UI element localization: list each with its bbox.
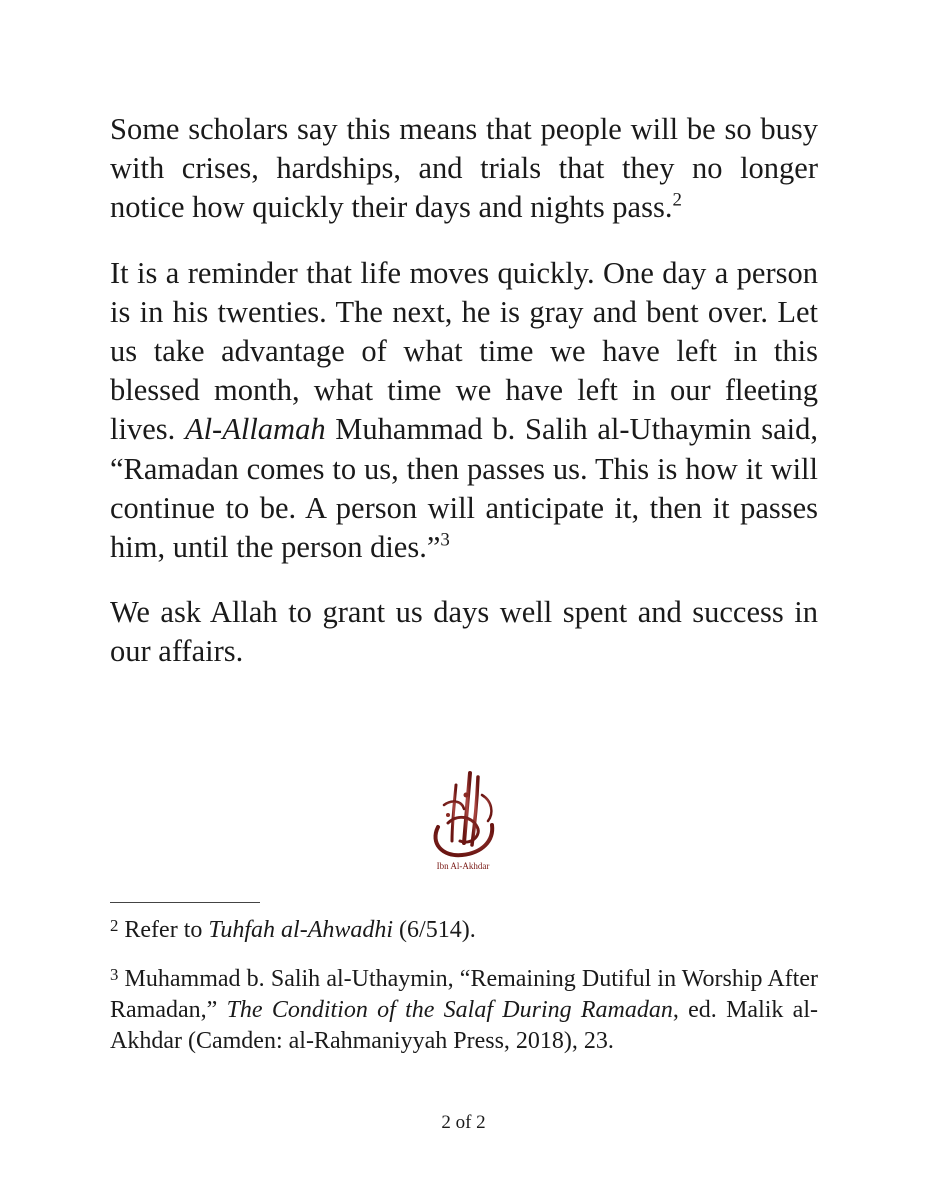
footnote-divider — [110, 902, 260, 903]
footnote-2-post: (6/514). — [393, 917, 476, 943]
footnote-3-pre: Muhammad b. Salih al-Uthaymin, “Remaining Dutiful in Worship After Ramadan,” — [110, 966, 818, 1023]
footnote-3 — [110, 964, 818, 1057]
footnote-2 — [110, 915, 818, 946]
footnote-3-title: The Condition of the Salaf During Ramadan — [226, 997, 673, 1023]
ibn-al-akhdar-logo — [408, 765, 518, 875]
footnote-2-number: 2 — [110, 916, 119, 936]
paragraph-2-italic: Al-Allamah — [184, 412, 326, 447]
logo-caption: Ibn Al-Akhdar — [436, 861, 490, 871]
footnote-3-number: 3 — [110, 965, 119, 985]
footnotes — [110, 915, 818, 1075]
footnote-ref-2[interactable]: 2 — [672, 189, 682, 211]
body-text — [110, 110, 818, 698]
paragraph-1-text: Some scholars say this means that people will be so busy with crises, hardships, and trials that they no longer notice how quickly their days and nights pass. — [110, 112, 818, 225]
paragraph-2 — [110, 254, 818, 568]
paragraph-3-text: We ask Allah to grant us days well spent and success in our affairs. — [110, 595, 818, 669]
footnote-2-title: Tuhfah al-Ahwadhi — [208, 917, 394, 943]
paragraph-2-text-b: Muhammad b. Salih al-Uthaymin said, “Ramadan comes to us, then passes us. This is how it will continue to be. A person will anticipate it, then it passes him, until the person dies.” — [110, 412, 819, 565]
paragraph-3 — [110, 593, 818, 671]
paragraph-1 — [110, 110, 818, 228]
footnote-2-pre: Refer to — [118, 917, 209, 943]
footnote-ref-3[interactable]: 3 — [440, 529, 450, 551]
page-number: 2 of 2 — [441, 1112, 486, 1133]
footnote-3-post: , ed. Malik al-Akhdar (Camden: al-Rahmaniyyah Press, 2018), 23. — [110, 997, 818, 1054]
paragraph-2-text-a: It is a reminder that life moves quickly. One day a person is in his twenties. The next, he is gray and bent over. Let us take advantage of what time we have left in this blessed month, what time we have left in our fleeting lives. — [110, 255, 818, 447]
